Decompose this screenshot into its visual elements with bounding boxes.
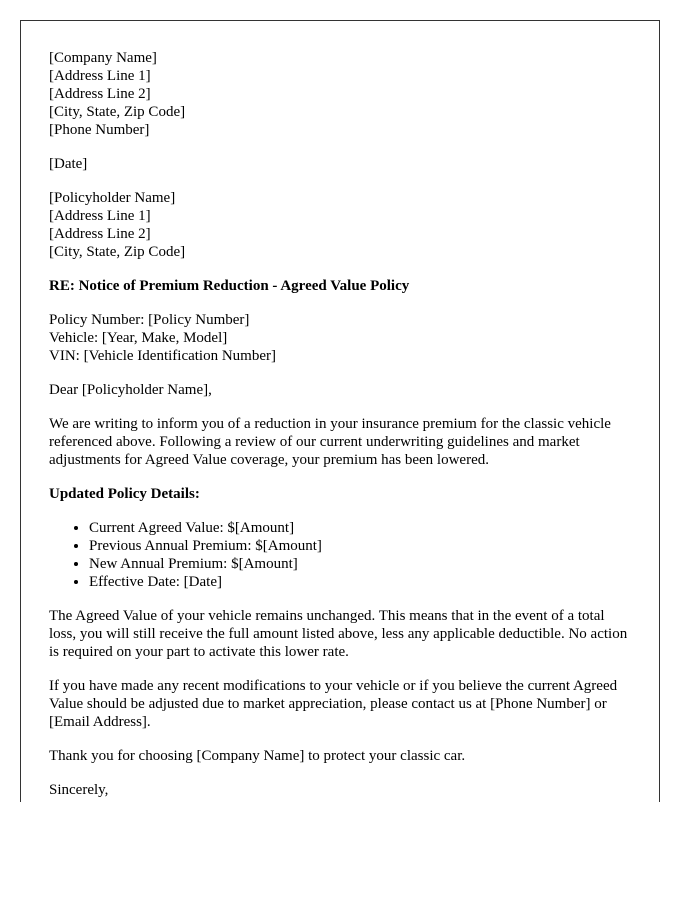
- sender-line: [Phone Number]: [49, 122, 150, 138]
- list-item: • Current Agreed Value: $[Amount]: [89, 519, 631, 537]
- closing: Sincerely,: [49, 782, 109, 798]
- details-heading: Updated Policy Details:: [49, 486, 200, 502]
- policy-info-line: Policy Number: [Policy Number]: [49, 312, 250, 328]
- list-item: • Effective Date: [Date]: [89, 573, 631, 591]
- recipient-line: [City, State, Zip Code]: [49, 244, 186, 260]
- subject-line: RE: Notice of Premium Reduction - Agreed Value Policy: [49, 278, 410, 294]
- sender-line: [Address Line 1]: [49, 68, 151, 84]
- recipient-line: [Address Line 1]: [49, 208, 151, 224]
- salutation: Dear [Policyholder Name],: [49, 382, 212, 398]
- policy-info-line: VIN: [Vehicle Identification Number]: [49, 348, 276, 364]
- sender-line: [Company Name]: [49, 50, 157, 66]
- details-list: [49, 519, 631, 591]
- intro-paragraph: We are writing to inform you of a reduction in your insurance premium for the classic vehicle referenced above. Following a review of our current underwriting guidelines and market adjustments for Agreed Value coverage, your premium has been lowered.: [49, 416, 611, 468]
- sender-address: [49, 49, 631, 139]
- recipient-address: [49, 189, 631, 261]
- letter-page: [20, 20, 660, 802]
- recipient-line: [Policyholder Name]: [49, 190, 176, 206]
- contact-paragraph: If you have made any recent modifications to your vehicle or if you believe the current Agreed Value should be adjusted due to market appreciation, please contact us at [Phone Number] or [Email Address].: [49, 678, 618, 730]
- policy-info-line: Vehicle: [Year, Make, Model]: [49, 330, 228, 346]
- thank-you-paragraph: Thank you for choosing [Company Name] to protect your classic car.: [49, 748, 466, 764]
- sender-line: [Address Line 2]: [49, 86, 151, 102]
- list-item: • Previous Annual Premium: $[Amount]: [89, 537, 631, 555]
- recipient-line: [Address Line 2]: [49, 226, 151, 242]
- list-item: • New Annual Premium: $[Amount]: [89, 555, 631, 573]
- letter-date: [Date]: [49, 156, 88, 172]
- sender-line: [City, State, Zip Code]: [49, 104, 186, 120]
- agreed-value-paragraph: The Agreed Value of your vehicle remains unchanged. This means that in the event of a total loss, you will still receive the full amount listed above, less any applicable deductible. No action is required on your part to activate this lower rate.: [49, 608, 628, 660]
- policy-info: [49, 311, 631, 365]
